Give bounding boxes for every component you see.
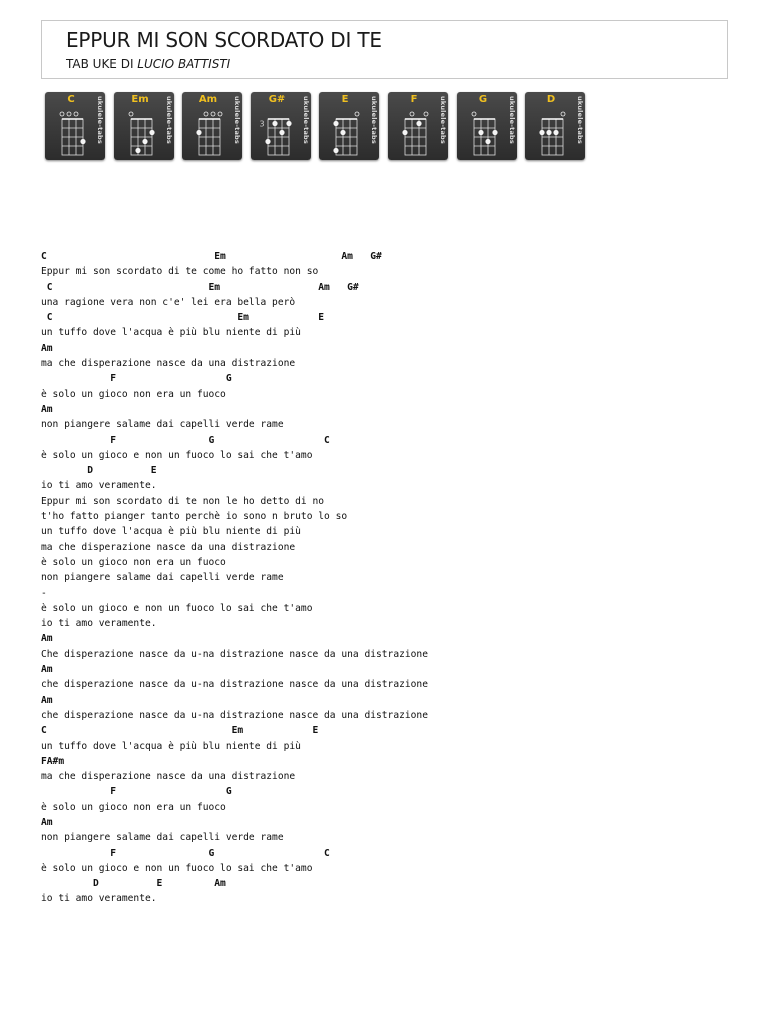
finger-dot <box>333 148 338 153</box>
chord-line: F G C <box>41 434 330 446</box>
chord-side-label: ukulele-tabs <box>233 96 241 144</box>
lyric-line: è solo un gioco non era un fuoco <box>41 388 226 400</box>
chord-line: D E Am <box>41 878 226 890</box>
finger-dot <box>286 121 291 126</box>
chord-diagram-d <box>525 92 585 160</box>
chord-grid <box>319 92 379 160</box>
open-string-marker <box>218 112 222 116</box>
chord-line: FA#m <box>41 755 65 767</box>
chord-grid <box>525 92 585 160</box>
open-string-marker <box>204 112 208 116</box>
finger-dot <box>279 130 284 135</box>
song-subtitle <box>66 57 230 71</box>
chord-line: F G C <box>41 847 330 859</box>
artist-name: LUCIO BATTISTI <box>137 57 231 71</box>
song-header <box>41 20 728 79</box>
finger-dot <box>272 121 277 126</box>
chord-name: D <box>546 94 556 105</box>
chord-name: Am <box>198 94 218 105</box>
song-title: EPPUR MI SON SCORDATO DI TE <box>66 28 382 52</box>
finger-dot <box>333 121 338 126</box>
chord-line: Am <box>41 403 53 415</box>
chord-line: F G <box>41 373 232 385</box>
chord-line: C Em Am G# <box>41 251 382 262</box>
chord-diagram-em <box>114 92 174 160</box>
lyric-line: io ti amo veramente. <box>41 618 157 630</box>
open-string-marker <box>60 112 64 116</box>
chord-grid <box>45 92 105 160</box>
lyric-line: è solo un gioco non era un fuoco <box>41 556 226 568</box>
chord-line: C Em E <box>41 725 319 737</box>
chord-grid <box>114 92 174 160</box>
chord-name: C <box>67 94 75 105</box>
open-string-marker <box>561 112 565 116</box>
chord-diagram-g-sharp <box>251 92 311 160</box>
chord-side-label: ukulele-tabs <box>96 96 104 144</box>
open-string-marker <box>424 112 428 116</box>
chord-line: C Em E <box>41 312 325 324</box>
lyric-line: ma che disperazione nasce da una distrazione <box>41 541 296 553</box>
chord-diagram-e <box>319 92 379 160</box>
chord-line: F G <box>41 786 232 798</box>
finger-dot <box>142 139 147 144</box>
chord-name: G <box>478 94 488 105</box>
lyric-line: non piangere salame dai capelli verde rame <box>41 832 284 844</box>
chord-line: C Em Am G# <box>41 281 359 293</box>
chord-name: G# <box>268 94 286 105</box>
open-string-marker <box>472 112 476 116</box>
song-lyrics <box>41 249 428 907</box>
chord-grid <box>251 92 311 160</box>
finger-dot <box>402 130 407 135</box>
chord-diagram-c <box>45 92 105 160</box>
lyric-line: un tuffo dove l'acqua è più blu niente di più <box>41 740 301 752</box>
chord-side-label: ukulele-tabs <box>370 96 378 144</box>
finger-dot <box>478 130 483 135</box>
lyric-line: ma che disperazione nasce da una distrazione <box>41 771 296 783</box>
open-string-marker <box>211 112 215 116</box>
open-string-marker <box>410 112 414 116</box>
finger-dot <box>553 130 558 135</box>
lyric-line: è solo un gioco non era un fuoco <box>41 801 226 813</box>
chord-grid <box>388 92 448 160</box>
finger-dot <box>546 130 551 135</box>
chord-grid <box>182 92 242 160</box>
chord-line: Am <box>41 633 53 645</box>
finger-dot <box>196 130 201 135</box>
chord-name: F <box>410 94 418 105</box>
lyric-line: che disperazione nasce da u-na distrazione nasce da una distrazione <box>41 679 428 691</box>
chord-name: E <box>341 94 349 105</box>
chord-line: Am <box>41 342 53 354</box>
lyric-line: è solo un gioco e non un fuoco lo sai che t'amo <box>41 862 313 874</box>
open-string-marker <box>355 112 359 116</box>
lyric-line: una ragione vera non c'e' lei era bella però <box>41 296 296 308</box>
finger-dot <box>135 148 140 153</box>
open-string-marker <box>67 112 71 116</box>
chord-side-label: ukulele-tabs <box>165 96 173 144</box>
chord-line: Am <box>41 664 53 676</box>
finger-dot <box>492 130 497 135</box>
finger-dot <box>485 139 490 144</box>
chord-side-label: ukulele-tabs <box>576 96 584 144</box>
chord-line: Am <box>41 816 53 828</box>
chord-side-label: ukulele-tabs <box>302 96 310 144</box>
lyric-line: io ti amo veramente. <box>41 480 157 492</box>
lyric-line: Eppur mi son scordato di te non le ho detto di no <box>41 495 325 507</box>
lyric-line: che disperazione nasce da u-na distrazione nasce da una distrazione <box>41 709 428 721</box>
lyric-line: t'ho fatto pianger tanto perchè io sono n bruto lo so <box>41 511 348 523</box>
lyric-line: Eppur mi son scordato di te come ho fatto non so <box>41 266 319 278</box>
chord-grid <box>457 92 517 160</box>
open-string-marker <box>74 112 78 116</box>
finger-dot <box>80 139 85 144</box>
chord-side-label: ukulele-tabs <box>439 96 447 144</box>
fret-number: 3 <box>259 119 265 129</box>
chord-side-label: ukulele-tabs <box>508 96 516 144</box>
finger-dot <box>340 130 345 135</box>
finger-dot <box>265 139 270 144</box>
lyric-line: non piangere salame dai capelli verde rame <box>41 419 284 431</box>
lyric-line: io ti amo veramente. <box>41 893 157 905</box>
chord-diagram-am <box>182 92 242 160</box>
subtitle-prefix: TAB UKE DI <box>66 57 138 71</box>
lyric-line: Che disperazione nasce da u-na distrazione nasce da una distrazione <box>41 648 428 660</box>
chord-diagram-f <box>388 92 448 160</box>
finger-dot <box>416 121 421 126</box>
lyric-line: è solo un gioco e non un fuoco lo sai che t'amo <box>41 449 313 461</box>
chord-line: Am <box>41 694 53 706</box>
lyric-line: non piangere salame dai capelli verde rame <box>41 572 284 584</box>
lyric-line: - <box>41 587 47 599</box>
finger-dot <box>149 130 154 135</box>
lyric-line: un tuffo dove l'acqua è più blu niente di più <box>41 526 301 538</box>
lyric-line: è solo un gioco e non un fuoco lo sai che t'amo <box>41 602 313 614</box>
open-string-marker <box>129 112 133 116</box>
chord-diagram-g <box>457 92 517 160</box>
finger-dot <box>539 130 544 135</box>
lyric-line: un tuffo dove l'acqua è più blu niente di più <box>41 327 301 339</box>
lyric-line: ma che disperazione nasce da una distrazione <box>41 358 296 370</box>
chord-name: Em <box>131 94 149 105</box>
chord-line: D E <box>41 465 157 477</box>
